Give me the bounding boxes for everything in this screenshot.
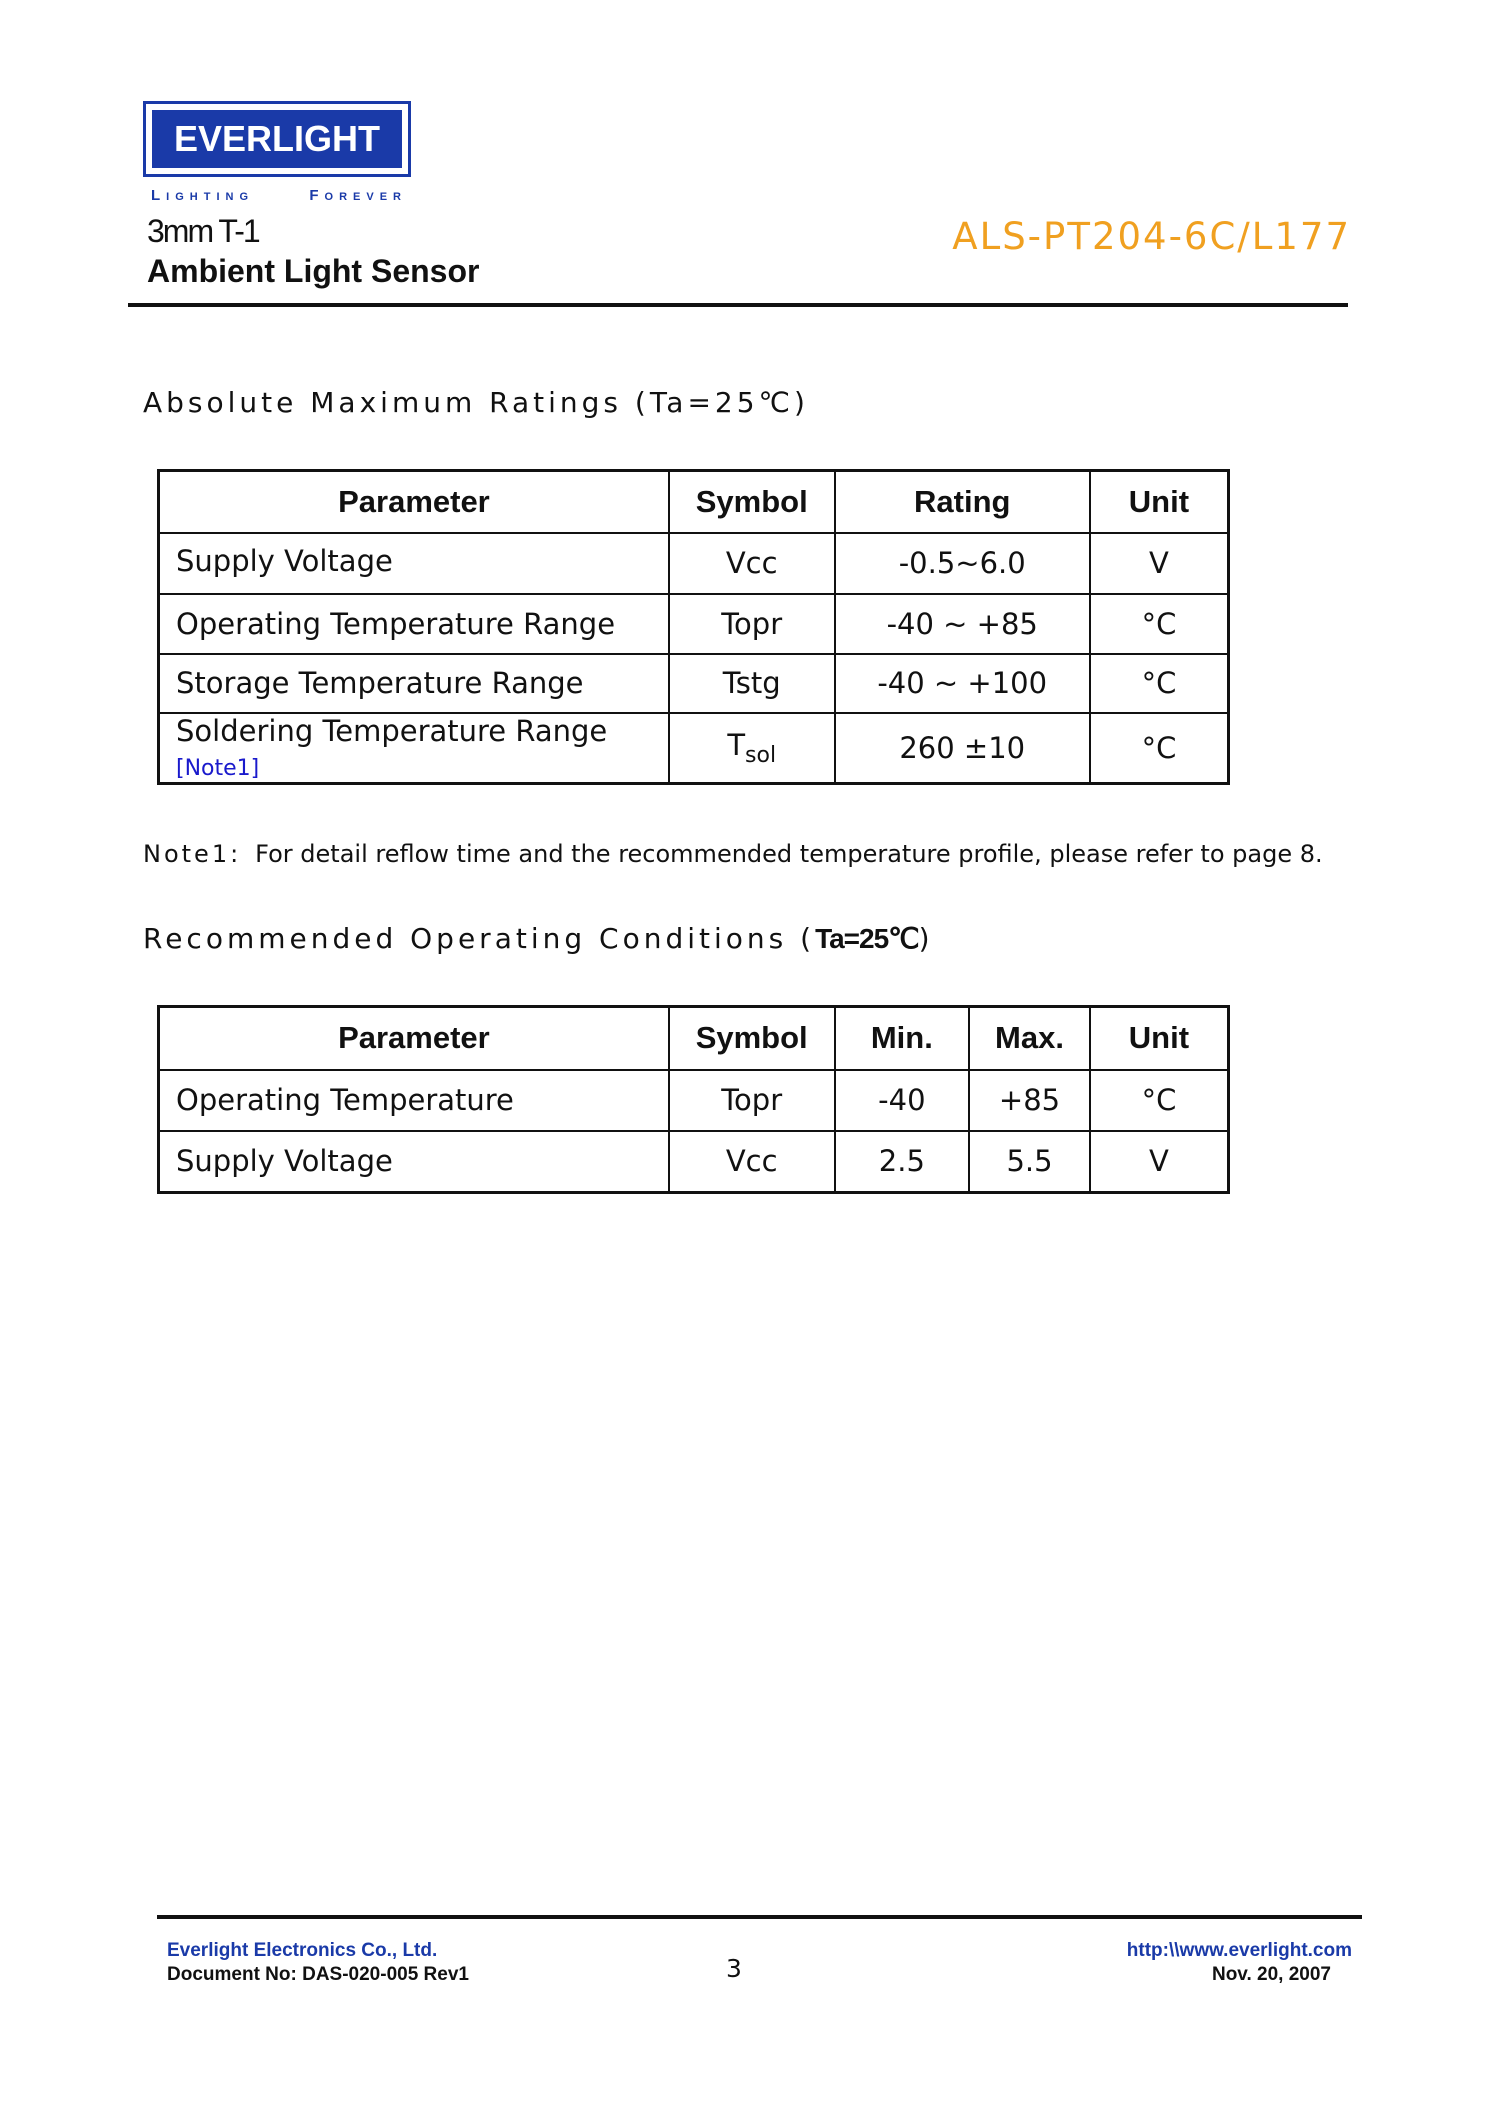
header-unit: Unit	[1090, 471, 1229, 533]
header-parameter: Parameter	[159, 471, 669, 533]
rec-op-title	[143, 922, 934, 955]
header-symbol: Symbol	[669, 471, 835, 533]
table-header-row	[159, 1007, 1229, 1070]
min-cell: -40	[835, 1070, 970, 1131]
unit-cell: °C	[1090, 594, 1229, 654]
note1-label: Note1:	[143, 840, 242, 868]
symbol-cell: Topr	[669, 1070, 835, 1131]
logo-text: EVERLIGHT	[173, 118, 380, 159]
unit-cell: °C	[1090, 654, 1229, 713]
param-cell	[159, 713, 669, 784]
symbol-cell	[669, 713, 835, 784]
rec-op-title-suffix: )	[918, 922, 934, 955]
min-cell: 2.5	[835, 1131, 970, 1193]
param-cell: Operating Temperature Range	[159, 594, 669, 654]
param-text: Soldering Temperature Range	[176, 713, 608, 748]
note1-text: For detail reflow time and the recommended temperature profile, please refer to page 8.	[255, 840, 1323, 868]
header-max: Max.	[969, 1007, 1090, 1070]
table-row	[159, 1070, 1229, 1131]
symbol-main: T	[727, 727, 746, 762]
footer-website-link[interactable]: http:\\www.everlight.com	[1126, 1940, 1352, 1961]
footer-company: Everlight Electronics Co., Ltd.	[167, 1940, 438, 1961]
symbol-cell: Vcc	[669, 533, 835, 594]
rating-cell: -40 ~ +100	[835, 654, 1090, 713]
symbol-subscript: sol	[745, 742, 777, 768]
everlight-logo	[143, 101, 411, 177]
unit-cell: °C	[1090, 713, 1229, 784]
footer-date: Nov. 20, 2007	[1211, 1964, 1331, 1985]
header-symbol: Symbol	[669, 1007, 835, 1070]
unit-cell: °C	[1090, 1070, 1229, 1131]
abs-max-table	[157, 469, 1230, 785]
part-number: ALS-PT204-6C/L177	[952, 215, 1351, 258]
max-cell: +85	[969, 1070, 1090, 1131]
table-row	[159, 654, 1229, 713]
header-rating: Rating	[835, 471, 1090, 533]
table-row	[159, 1131, 1229, 1193]
header-divider	[128, 303, 1348, 307]
product-name: Ambient Light Sensor	[147, 253, 480, 289]
table-row	[159, 713, 1229, 784]
rating-cell: -40 ~ +85	[835, 594, 1090, 654]
table-row	[159, 533, 1229, 594]
tagline-left: Lighting	[151, 187, 254, 204]
logo-background	[152, 110, 402, 168]
product-package: 3mm T-1	[147, 213, 259, 249]
page-number: 3	[726, 1954, 742, 1983]
rating-cell: -0.5~6.0	[835, 533, 1090, 594]
rec-op-title-prefix: Recommended Operating Conditions (	[143, 922, 816, 955]
param-cell: Supply Voltage	[159, 533, 669, 594]
header-min: Min.	[835, 1007, 970, 1070]
rating-cell: 260 ±10	[835, 713, 1090, 784]
footer-document-number: Document No: DAS-020-005 Rev1	[167, 1964, 469, 1985]
rec-op-table	[157, 1005, 1230, 1194]
symbol-cell: Tstg	[669, 654, 835, 713]
footer-divider	[157, 1915, 1362, 1919]
abs-max-title: Absolute Maximum Ratings (Ta=25℃)	[143, 386, 809, 419]
header-unit: Unit	[1090, 1007, 1229, 1070]
logo-tagline	[151, 187, 407, 204]
param-cell: Storage Temperature Range	[159, 654, 669, 713]
rec-op-title-cond: Ta=25℃	[815, 923, 919, 954]
table-header-row	[159, 471, 1229, 533]
param-cell: Supply Voltage	[159, 1131, 669, 1193]
note1	[143, 840, 1323, 868]
param-cell: Operating Temperature	[159, 1070, 669, 1131]
note1-reference[interactable]: [Note1]	[176, 755, 260, 781]
max-cell: 5.5	[969, 1131, 1090, 1193]
unit-cell: V	[1090, 533, 1229, 594]
header-parameter: Parameter	[159, 1007, 669, 1070]
symbol-cell: Topr	[669, 594, 835, 654]
symbol-cell: Vcc	[669, 1131, 835, 1193]
table-row	[159, 594, 1229, 654]
unit-cell: V	[1090, 1131, 1229, 1193]
tagline-right: Forever	[309, 187, 407, 204]
